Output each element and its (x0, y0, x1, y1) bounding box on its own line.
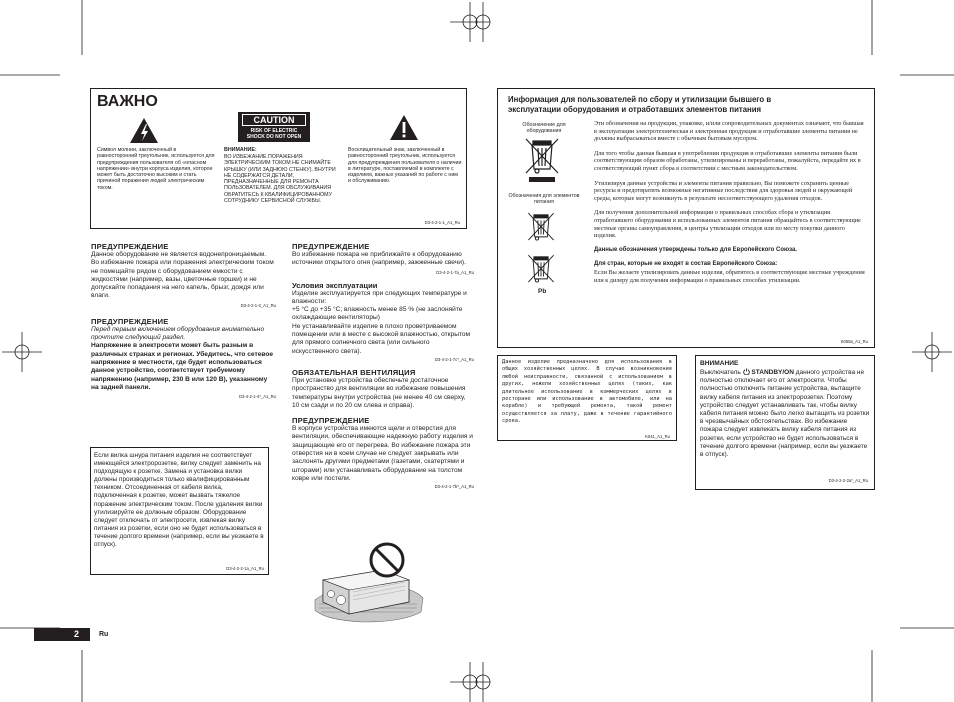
plug-notice-box (90, 447, 269, 575)
important-code: D3-4-2-1-1_A1_Ru (424, 220, 460, 225)
warning-4-code: D3-4-2-1-7b*_A1_Ru (434, 484, 474, 490)
warning-2-code: D3-4-2-1-4*_A1_Ru (238, 394, 276, 400)
crossed-wheelie-bin-icon (526, 211, 556, 247)
warning-2-voltage-text: Напряжение в электросети может быть разным в различных странах и регионах. Убедитесь, что сетевое напряжение в местности, где будет использоваться данное устройство, соответствует требуемому напряжению (например, 230 В или 120 В), указанному на задней панели. (91, 342, 274, 391)
conditions-text-2: +5 °C до +35 °C; влажность менее 85 % (не заслоняйте охлаждающие вентиляторы) (292, 306, 463, 322)
disposal-paragraph: Эти обозначения на продукции, упаковке, и/или сопроводительных документах означают, что бывшая в эксплуатации электротехническая и электронная продукция и отработавшие элементы питания не должны выбрасываться вместе с обычным бытовым мусором. (594, 120, 864, 143)
household-use-text: Данное изделие предназначено для использования в общих хозяйственных целях. В случае возникновения любой неисправности, связанной с использованием в других, нежели хозяйственных целях (таких, как длительное использование в коммерческих целях в ресторане или использование в автомобиле, или на корабле) и требующей ремонта, такой ремонт осуществляется за плату, даже в течение гарантийного срока. (502, 359, 672, 425)
household-use-box (497, 355, 677, 441)
caution-subtitle: RISK OF ELECTRIC SHOCK DO NOT OPEN (246, 128, 302, 140)
label-batteries: Обозначения для элементов питания (508, 193, 580, 206)
disposal-paragraph: Если Вы желаете утилизировать данные изделия, обратитесь в соответствующие местные учреждения или к дилеру для получения информации о правильных способах утилизации. (594, 268, 865, 284)
standby-code: D3-4-2-2-2a*_A1_Ru (828, 478, 868, 483)
warning-1-title: ПРЕДУПРЕЖДЕНИЕ (91, 242, 169, 251)
left-column (91, 242, 276, 399)
standby-text (700, 368, 870, 459)
disposal-paragraph: Для того чтобы данная бывшая в употреблении продукция и отработавшие элементы питания были соответствующим образом обработаны, утилизированы и переработаны, пожалуйста, передайте их в соответствующий пункт сбора в соответствии с местным законодательством. (594, 149, 861, 172)
important-col2-text: ВО ИЗБЕЖАНИЕ ПОРАЖЕНИЯ ЭЛЕКТРИЧЕСКИМ ТОКОМ НЕ СНИМАЙТЕ КРЫШКУ (ИЛИ ЗАДНЮЮ СТЕНКУ). ВНУТРИ НЕ СОДЕРЖАТСЯ ДЕТАЛИ, ПРЕДНАЗНАЧЕННЫЕ ДЛЯ РЕМОНТА ПОЛЬЗОВАТЕЛЕМ. ДЛЯ ОБСЛУЖИВАНИЯ ОБРАТИТЕСЬ К КВАЛИФИЦИРОВАННОМУ СОТРУДНИКУ СЕРВИСНОЙ СЛУЖБЫ. (224, 154, 336, 205)
conditions-text-3: Не устанавливайте изделие в плохо проветриваемом помещении или в месте с высокой влажностью, открытом для прямого солнечного света (или сильного искусственного света). (292, 322, 471, 355)
important-col3-text: Восклицательный знак, заключенный в равносторонний треугольник, используется для предупреждения пользователя о наличии в литературе, поставляемой в комплекте с изделием, важных указаний по работе с ним и обслуживанию. (348, 147, 462, 185)
standby-notice-box (695, 355, 875, 490)
standby-title: ВНИМАНИЕ (700, 360, 739, 367)
important-box (90, 88, 467, 229)
crossed-wheelie-bin-icon (526, 253, 556, 289)
disposal-title: Информация для пользователей по сбору и утилизации бывшего в эксплуатации оборудования и отработавших элементов питания (508, 95, 772, 114)
conditions-text-1: Изделие эксплуатируется при следующих температуре и влажности: (292, 289, 467, 305)
warning-2-intro: Перед первым включением оборудования внимательно прочтите следующий раздел. (91, 325, 265, 342)
caution-title: CAUTION (242, 114, 306, 126)
caution-label-graphic (238, 112, 310, 142)
standby-text-start: Выключатель (700, 369, 741, 376)
plug-notice-code: D3-4-2-2-1a_A1_Ru (226, 566, 264, 571)
warning-4-text: В корпусе устройства имеются щели и отверстия для вентиляции, обеспечивающие надежную работу изделия и защищающие его от перегрева. Во избежание пожара эти отверстия ни в коем случае не следует закрывать или заслонять другими предметами (газетами, скатертями и шторами) или устанавливать оборудование на толстом ковре или постели. (292, 425, 473, 482)
standby-power-icon (743, 368, 750, 375)
disposal-text (594, 120, 866, 284)
conditions-code: D3-4-2-1-7c*_A1_Ru (434, 356, 474, 362)
disposal-paragraph: Для получения дополнительной информации о правильных способах сбора и утилизации отработавшего оборудования и использованных элементов питания обращайтесь в соответствующие местные органы самоуправления, в центры утилизации отходов или по месту покупки данного изделия. (594, 209, 861, 240)
disposal-non-eu-heading: Для стран, которые не входят в состав Европейского Союза: (594, 261, 778, 268)
warning-1-text: Данное оборудование не является водонепроницаемым. Во избежание пожара или поражения электрическим током не помещайте рядом с оборудованием емкости с жидкостями (например, вазы, цветочные горшки) и не допускайте попадания на него капель, брызг, дождя или влаги. (91, 251, 274, 300)
warning-3-title: ПРЕДУПРЕЖДЕНИЕ (292, 242, 370, 251)
av-receiver-prohibited-illustration (313, 540, 425, 624)
crossed-wheelie-bin-icon (523, 137, 561, 185)
warning-3-text: Во избежание пожара не приближайте к оборудованию источники открытого огня (например, зажженные свечи). (292, 251, 466, 267)
standby-text-rest: данного устройства не полностью отключает его от электросети. Чтобы полностью отключить питание устройства, вытащите вилку кабеля питания из электророзетки. Поэтому устройство следует устанавливать так, чтобы вилку кабеля питания можно было легко вытащить из розетки в чрезвычайных обстоятельствах. Во избежание пожара следует извлекать вилку кабеля питания из розетки, если устройство не будет использоваться в течение долгого времени (например, если вы уезжаете в отпуск). (700, 369, 870, 459)
ventilation-title: ОБЯЗАТЕЛЬНАЯ ВЕНТИЛЯЦИЯ (292, 367, 416, 377)
important-col1-text: Символ молнии, заключенный в равносторонний треугольник, используется для предупреждения пользователя об «опасном напряжении» внутри корпуса изделия, которое может быть достаточно высоким и стать причиной поражения людей электрическим током. (97, 147, 215, 191)
lead-symbol: Pb (538, 288, 547, 295)
standby-button-label: STANDBY/ON (751, 369, 794, 376)
household-use-code: K041_A1_Ru (645, 434, 670, 439)
disposal-eu-note: Данные обозначения утверждены только для Европейского Союза. (594, 246, 798, 253)
page-number: 2 (74, 629, 80, 639)
label-equipment: Обозначение для оборудования (522, 122, 566, 135)
disposal-code: K058a_A1_Ru (840, 339, 868, 344)
plug-notice-text: Если вилка шнура питания изделия не соответствует имеющейся электророзетке, вилку следует заменить на подходящую к розетке. Замена и установка вилки должны производиться только квалифицированным техником. Отсоединенная от кабеля вилка, подключенная к розетке, может вызвать тяжелое поражение электрическим током. После удаления вилки утилизируйте ее должным образом. Оборудование следует отключать от электросети, извлекая вилку питания из розетки, если оно не будет использоваться в течение долгого времени (например, если вы уезжаете в отпуск). (94, 452, 264, 549)
caution-heading: ВНИМАНИЕ: (224, 147, 257, 153)
page-number-tab (34, 628, 90, 641)
language-code: Ru (99, 631, 109, 638)
warning-1-code: D3-4-2-1-3_A1_Ru (240, 302, 276, 308)
warning-2-title: ПРЕДУПРЕЖДЕНИЕ (91, 316, 169, 326)
exclamation-warning-icon (389, 114, 419, 141)
ventilation-text: При установке устройства обеспечьте достаточное пространство для вентиляции во избежание повышения температуры внутри устройства (не менее 40 см сверху, 10 см сзади и по 20 см слева и справа). (292, 376, 466, 409)
disposal-paragraph: Утилизируя данные устройства и элементы питания правильно, Вы поможете сохранить ценные ресурсы и предотвратить возможные негативные последствия для здоровья людей и окружающей среды, которые могут возникнуть в результате несоответствующего удаления отходов. (594, 179, 853, 202)
conditions-title: Условия эксплуатации (292, 280, 378, 290)
warning-3-code: D3-4-2-1-7a_A1_Ru (436, 269, 474, 275)
important-title: ВАЖНО (97, 93, 158, 110)
lightning-warning-icon (129, 117, 159, 144)
warning-4-title: ПРЕДУПРЕЖДЕНИЕ (292, 416, 370, 426)
disposal-info-box (497, 88, 875, 348)
middle-column (292, 242, 474, 489)
